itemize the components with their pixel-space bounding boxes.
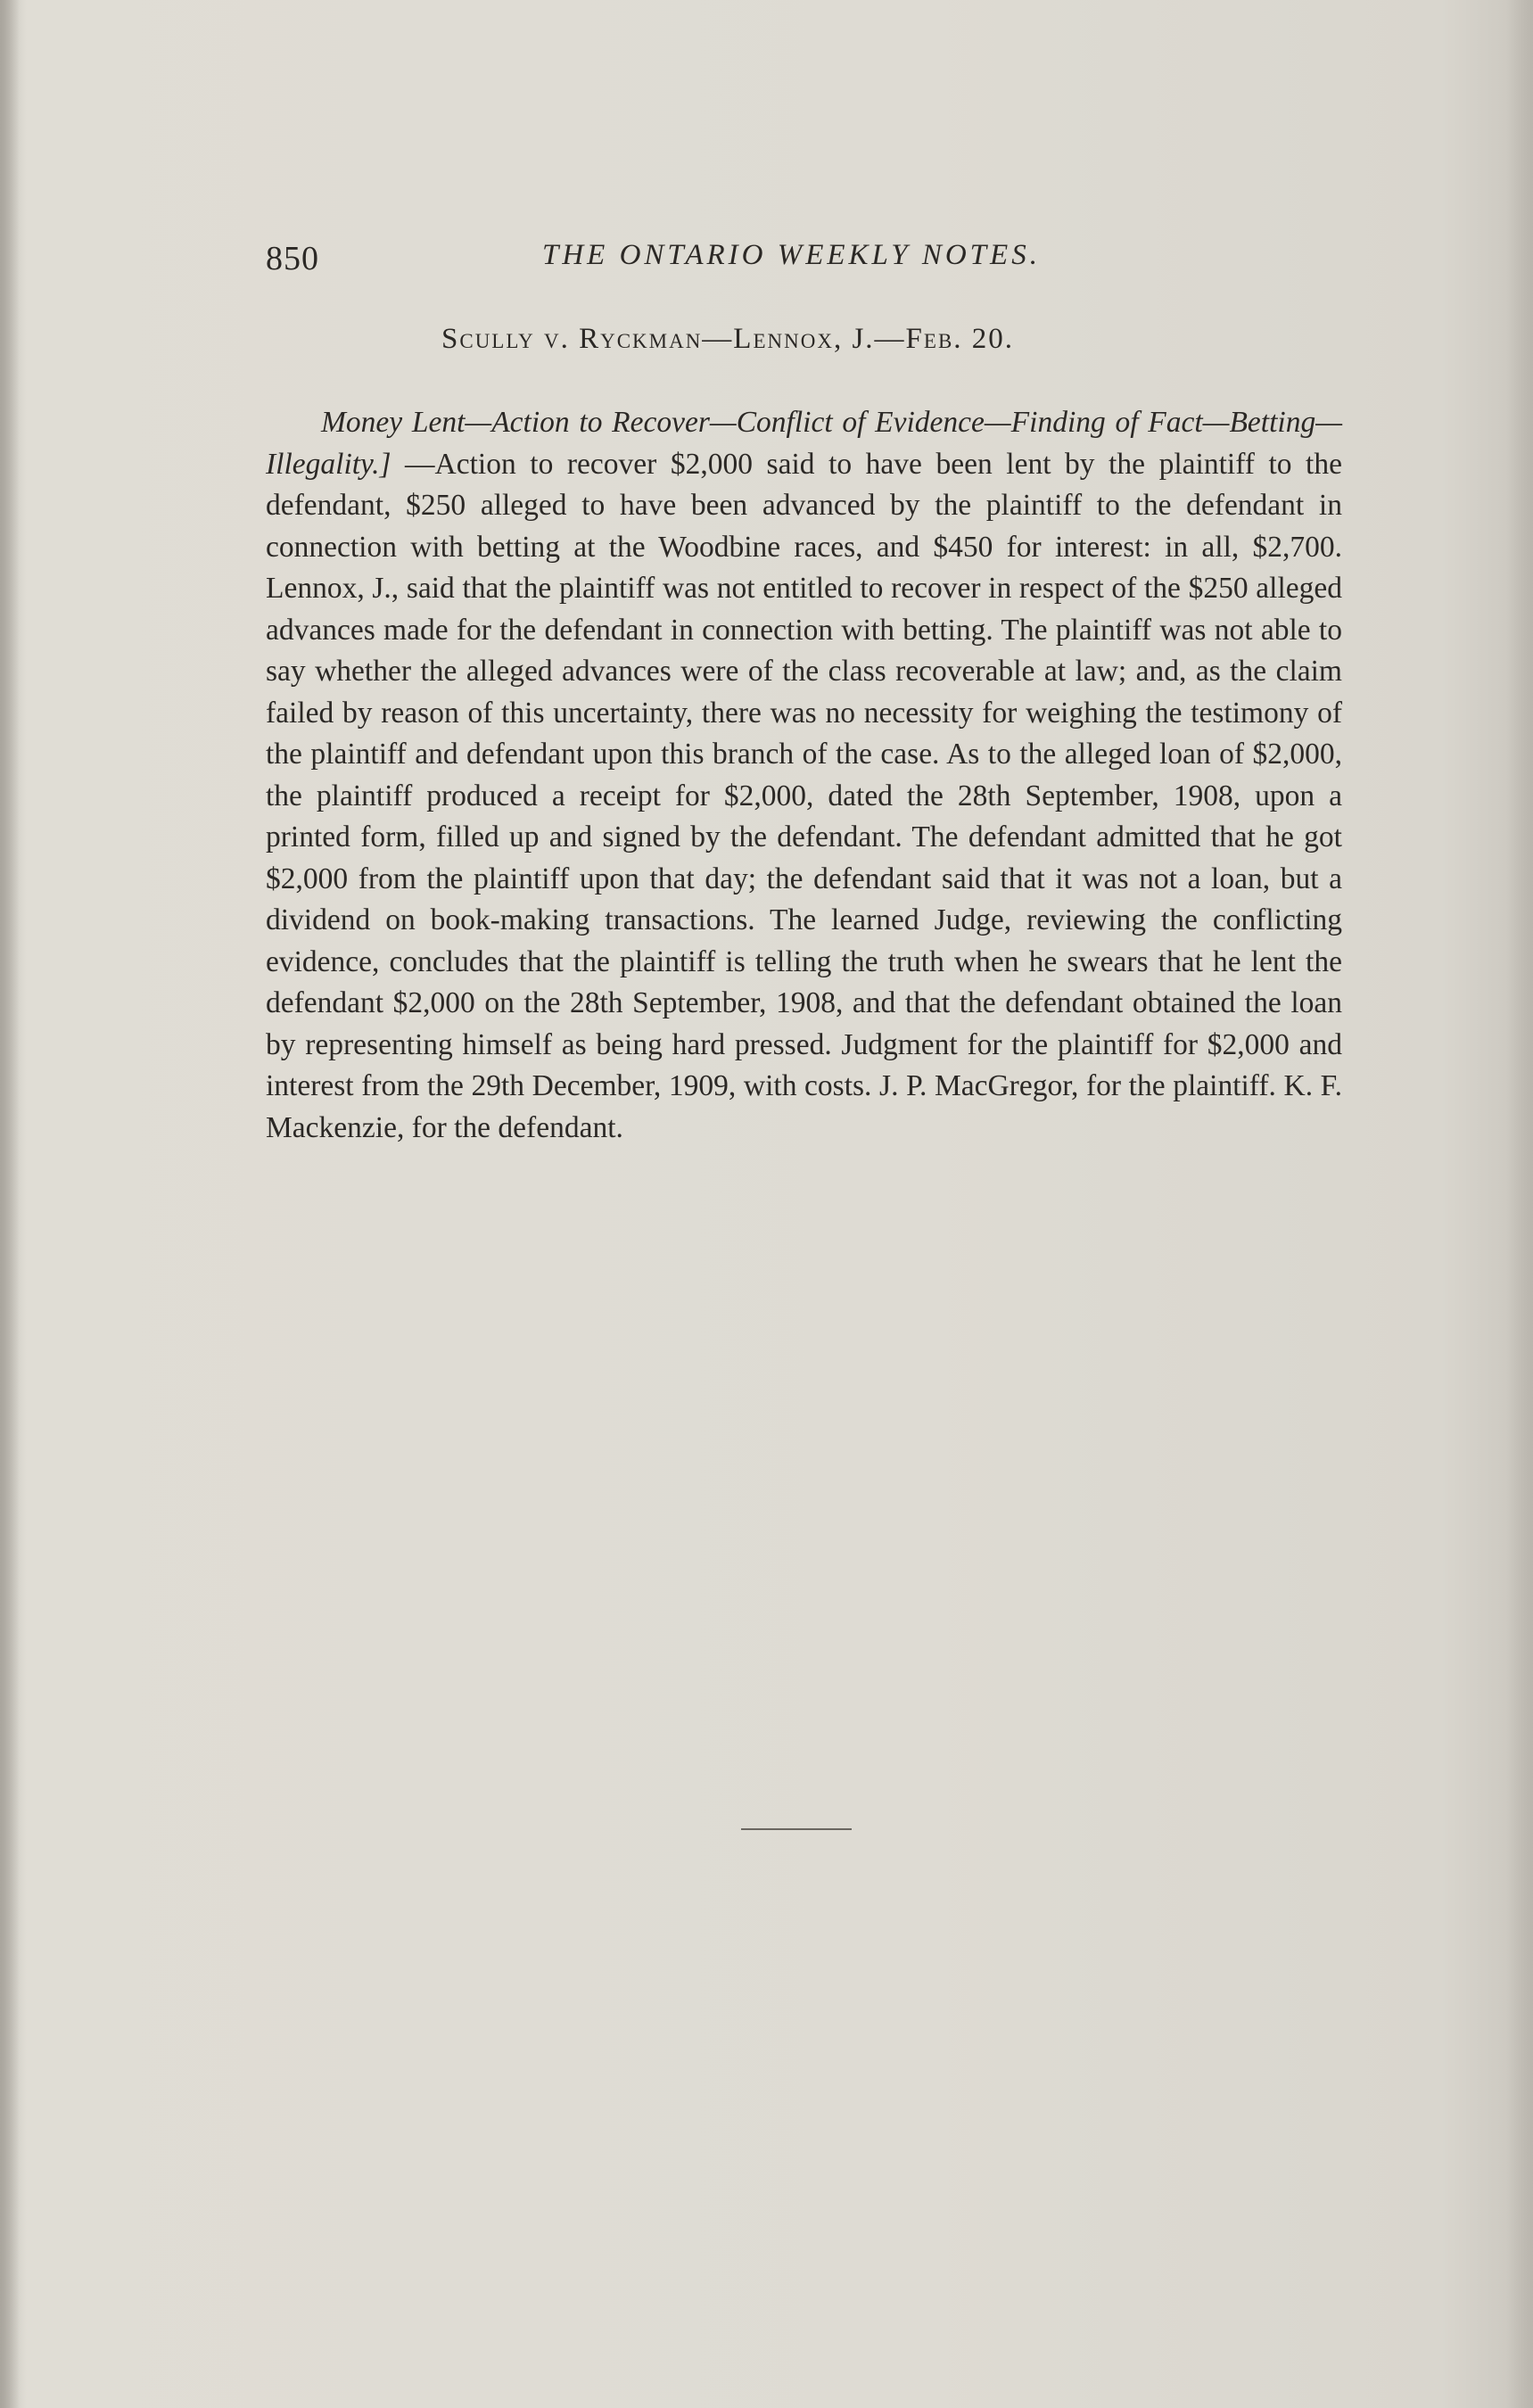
binding-gutter-shadow — [0, 0, 20, 2408]
case-summary: —Action to recover $2,000 said to have been lent by the plaintiff to the defendant, $250 alleged to have been advanced by the plaintiff to the defendant in connection with betting at the Woodbine races, and $450 for interest: in all, $2,700. Lennox, J., said that the plaintiff was not entitled to recover in respect of the $250 alleged advances made for the defendant in connection with betting. The plaintiff was not able to say whether the alleged advances were of the class recoverable at law; and, as the claim failed by reason of this uncertainty, there was no necessity for weighing the testimony of the plaintiff and defendant upon this branch of the case. As to the alleged loan of $2,000, the plaintiff produced a receipt for $2,000, dated the 28th September, 1908, upon a printed form, filled up and signed by the defendant. The defendant admitted that he got $2,000 from the plaintiff upon that day; the defendant said that it was not a loan, but a dividend on book-making transactions. The learned Judge, reviewing the conflicting evidence, concludes that the plaintiff is telling the truth when he swears that he lent the defendant $2,000 on the 28th September, 1908, and that the defendant obtained the loan by representing himself as being hard pressed. Judgment for the plaintiff for $2,000 and interest from the 29th December, 1909, with costs. J. P. MacGregor, for the plaintiff. K. F. Mackenzie, for the defendant. — [266, 447, 1342, 1144]
section-divider — [741, 1828, 852, 1830]
page-number: 850 — [266, 240, 319, 277]
case-report-paragraph — [266, 402, 1342, 1149]
running-head: THE ONTARIO WEEKLY NOTES. — [542, 239, 1041, 271]
case-title: Scully v. Ryckman—Lennox, J.—Feb. 20. — [441, 323, 1015, 355]
case-headnote: Money Lent—Action to Recover—Conflict of Evidence—Finding of Fact—Betting—Illegality.] — [266, 406, 1342, 481]
page-edge-shadow — [1506, 0, 1533, 2408]
